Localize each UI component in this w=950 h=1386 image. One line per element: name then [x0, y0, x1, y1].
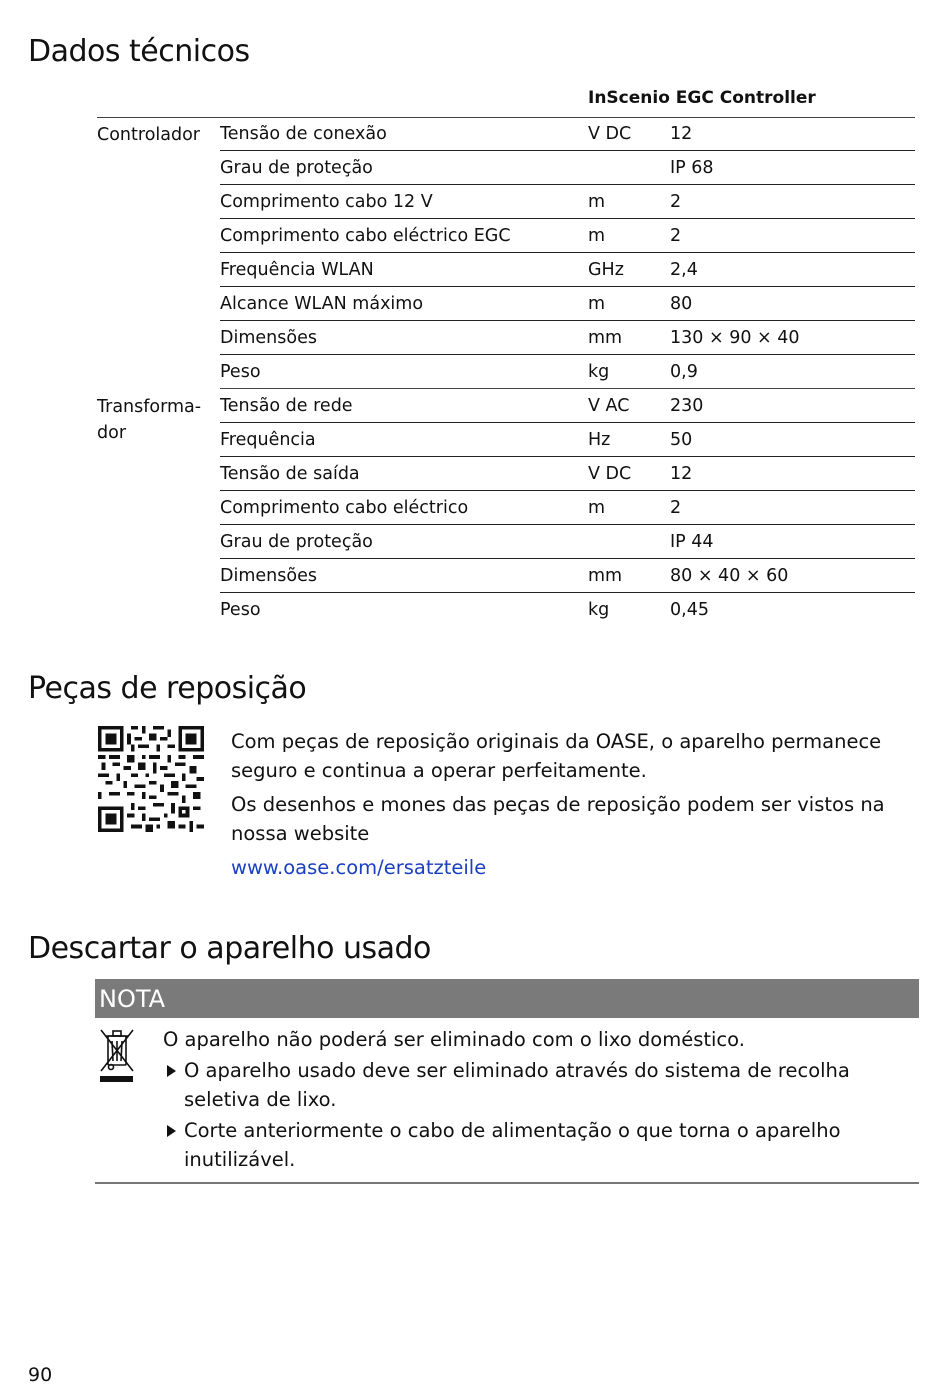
spare-parts-text	[231, 727, 901, 882]
param-cell: Grau de proteção	[220, 151, 588, 185]
table-row	[97, 117, 915, 151]
note-label: NOTA	[99, 985, 166, 1013]
value-cell: 130 × 90 × 40	[670, 321, 915, 355]
value-cell: 80	[670, 287, 915, 321]
table-row	[97, 423, 915, 457]
table-row	[97, 355, 915, 389]
table-product-header: InScenio EGC Controller	[588, 88, 816, 108]
section-title-spare-parts: Peças de reposição	[28, 671, 307, 706]
unit-cell: m	[588, 185, 670, 219]
param-cell: Alcance WLAN máximo	[220, 287, 588, 321]
param-cell: Tensão de rede	[220, 389, 588, 423]
table-row	[97, 185, 915, 219]
value-cell: 12	[670, 457, 915, 491]
triangle-bullet-icon	[167, 1065, 176, 1077]
param-cell: Tensão de conexão	[220, 117, 588, 151]
crossed-bin-icon	[97, 1027, 137, 1085]
value-cell: 50	[670, 423, 915, 457]
param-cell: Peso	[220, 355, 588, 389]
group-label-line: dor	[97, 422, 127, 443]
unit-cell	[588, 525, 670, 559]
table-row	[97, 593, 915, 627]
qr-code-icon[interactable]	[98, 726, 204, 832]
list-item-text: Corte anteriormente o cabo de alimentação o que torna o aparelho inutilizável.	[184, 1119, 841, 1171]
value-cell: 12	[670, 117, 915, 151]
param-cell: Comprimento cabo eléctrico	[220, 491, 588, 525]
table-row	[97, 219, 915, 253]
param-cell: Frequência	[220, 423, 588, 457]
unit-cell: m	[588, 491, 670, 525]
page-number: 90	[28, 1364, 53, 1386]
table-row	[97, 389, 915, 423]
unit-cell	[588, 151, 670, 185]
group-label-controller: Controlador	[97, 125, 200, 145]
table-row	[97, 151, 915, 185]
triangle-bullet-icon	[167, 1125, 176, 1137]
group-label-line: Transforma-	[97, 396, 202, 417]
value-cell: IP 44	[670, 525, 915, 559]
spare-paragraph-1: Com peças de reposição originais da OASE, o aparelho permanece seguro e continua a operar perfeitamente.	[231, 730, 882, 782]
value-cell: 230	[670, 389, 915, 423]
param-cell: Dimensões	[220, 321, 588, 355]
table-row	[97, 525, 915, 559]
unit-cell: m	[588, 287, 670, 321]
section-title-technical-data: Dados técnicos	[28, 34, 250, 69]
unit-cell: V DC	[588, 457, 670, 491]
spare-paragraph-2: Os desenhos e mones das peças de reposição podem ser vistos na nossa website	[231, 793, 885, 845]
section-title-disposal: Descartar o aparelho usado	[28, 931, 431, 966]
unit-cell: V AC	[588, 389, 670, 423]
param-cell: Frequência WLAN	[220, 253, 588, 287]
param-cell: Comprimento cabo 12 V	[220, 185, 588, 219]
param-cell: Peso	[220, 599, 261, 620]
table-row	[97, 559, 915, 593]
table-row	[97, 287, 915, 321]
value-cell: 80 × 40 × 60	[670, 559, 915, 593]
spec-table	[97, 117, 915, 626]
unit-cell: m	[588, 219, 670, 253]
table-row	[97, 253, 915, 287]
value-cell: 2,4	[670, 253, 915, 287]
unit-cell: mm	[588, 321, 670, 355]
table-row	[97, 457, 915, 491]
param-cell: Grau de proteção	[220, 525, 588, 559]
unit-cell: kg	[588, 355, 670, 389]
table-row	[97, 491, 915, 525]
value-cell: 0,9	[670, 355, 915, 389]
note-banner	[95, 979, 919, 1018]
table-row	[97, 321, 915, 355]
param-cell: Tensão de saída	[220, 457, 588, 491]
value-cell: 2	[670, 185, 915, 219]
note-bottom-rule	[95, 1182, 919, 1184]
spare-parts-link[interactable]: www.oase.com/ersatzteile	[231, 856, 487, 879]
group-label-transformer	[97, 389, 220, 627]
list-item	[163, 1116, 918, 1174]
param-cell: Dimensões	[220, 559, 588, 593]
unit-cell: V DC	[588, 117, 670, 151]
unit-cell: GHz	[588, 253, 670, 287]
note-intro: O aparelho não poderá ser eliminado com o lixo doméstico.	[163, 1028, 745, 1051]
unit-cell: kg	[588, 599, 610, 620]
unit-cell: Hz	[588, 423, 670, 457]
note-text	[163, 1025, 918, 1176]
list-item-text: O aparelho usado deve ser eliminado através do sistema de recolha seletiva de lixo.	[184, 1059, 850, 1111]
param-cell: Comprimento cabo eléctrico EGC	[220, 219, 588, 253]
value-cell: 2	[670, 219, 915, 253]
list-item	[163, 1056, 918, 1114]
value-cell: IP 68	[670, 151, 915, 185]
value-cell: 0,45	[670, 599, 709, 620]
unit-cell: mm	[588, 559, 670, 593]
value-cell: 2	[670, 491, 915, 525]
